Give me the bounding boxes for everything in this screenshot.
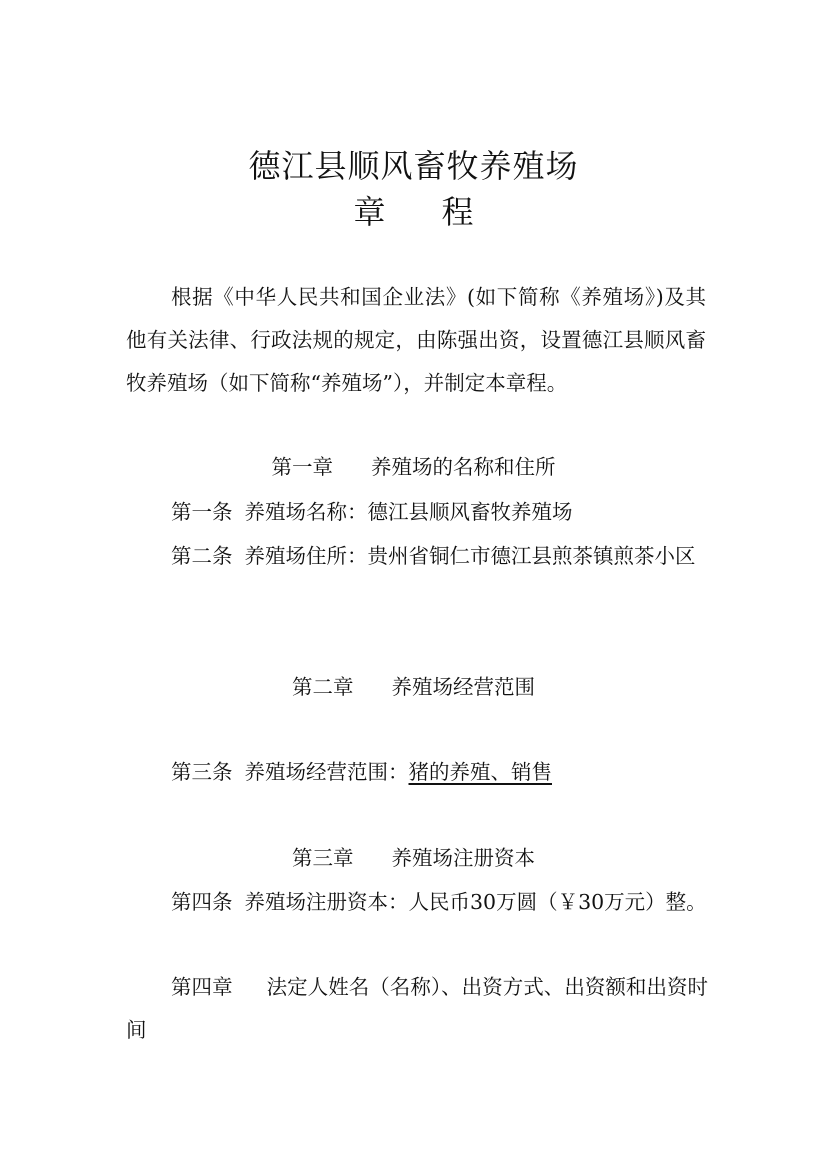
subtitle-char-1: 章 <box>353 193 386 231</box>
article-text: 养殖场名称：德江县顺风畜牧养殖场 <box>244 500 573 524</box>
article-1 <box>126 491 708 534</box>
article-label: 第三条 <box>171 760 233 784</box>
chapter-number: 第二章 <box>292 675 354 699</box>
subtitle-char-2: 程 <box>441 193 474 231</box>
chapter-4-heading <box>126 966 708 1052</box>
document-subtitle <box>0 192 827 232</box>
document-title: 德江县顺风畜牧养殖场 <box>248 147 579 185</box>
article-label: 第二条 <box>171 544 233 568</box>
article-text: 养殖场注册资本：人民币30万圆（￥30万元）整。 <box>244 890 707 914</box>
article-text: 养殖场经营范围： <box>244 760 409 784</box>
article-4 <box>126 881 708 924</box>
chapter-number: 第三章 <box>292 846 354 870</box>
article-2 <box>126 535 708 578</box>
article-label: 第一条 <box>171 500 233 524</box>
article-label: 第四条 <box>171 890 233 914</box>
chapter-number: 第四章 <box>171 975 233 999</box>
chapter-number: 第一章 <box>271 455 333 479</box>
chapter-3-heading <box>0 843 827 873</box>
chapter-1-heading <box>0 452 827 482</box>
chapter-title: 养殖场经营范围 <box>391 675 535 699</box>
article-3 <box>126 751 708 794</box>
article-text: 养殖场住所：贵州省铜仁市德江县煎茶镇煎茶小区 <box>244 544 696 568</box>
chapter-title: 养殖场注册资本 <box>391 846 535 870</box>
chapter-title: 法定人姓名（名称）、出资方式、出资额和出资时间 <box>126 975 709 1042</box>
article-text-underlined: 猪的养殖、销售 <box>408 760 552 784</box>
chapter-2-heading <box>0 672 827 702</box>
chapter-title: 养殖场的名称和住所 <box>371 455 556 479</box>
intro-paragraph: 根据《中华人民共和国企业法》(如下简称《养殖场》)及其他有关法律、行政法规的规定，由陈强出资，设置德江县顺风畜牧养殖场（如下简称“养殖场”），并制定本章程。 <box>126 285 706 395</box>
